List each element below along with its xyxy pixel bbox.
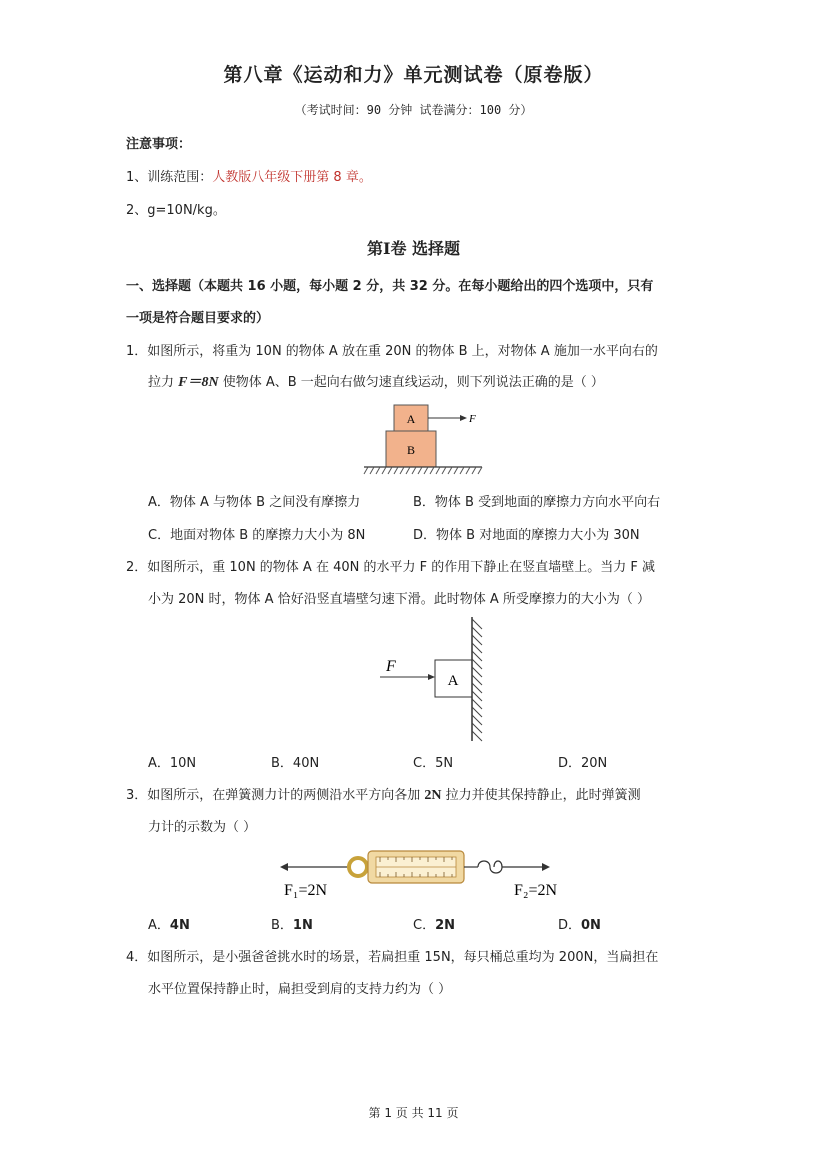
notice-item-1-prefix: 1、训练范围： — [126, 170, 213, 185]
q1-option-a: A．物体 A 与物体 B 之间没有摩擦力 — [148, 495, 361, 510]
q3-stem-line2: 力计的示数为（ ） — [148, 820, 257, 835]
q3-option-b — [271, 914, 313, 933]
page-footer: 第 1 页 共 11 页 — [368, 1106, 459, 1120]
q3-option-d-value: 0N — [581, 918, 601, 933]
q3-option-d — [558, 914, 601, 933]
q2-force-label: F — [386, 658, 396, 675]
notice-item-1 — [126, 166, 372, 185]
q3-f2-label: F₂=2N — [514, 882, 558, 899]
part1-heading-line2: 一项是符合题目要求的） — [126, 311, 270, 326]
q3-option-a — [148, 914, 190, 933]
q2-option-a: A．10N — [148, 756, 197, 771]
q3-left-arrowhead — [280, 863, 288, 871]
q4-stem-line2: 水平位置保持静止时，扁担受到肩的支持力约为（ ） — [148, 982, 452, 997]
q3-stem-line1 — [126, 784, 641, 804]
q2-block-a-label: A — [447, 673, 459, 689]
q3-option-b-letter: B． — [271, 918, 293, 933]
q1-force-value: F＝8N — [178, 375, 219, 390]
q3-option-a-value: 4N — [169, 918, 190, 933]
q1-stem-line2-a: 拉力 — [148, 375, 179, 390]
q2-stem-line2: 小为 20N 时，物体 A 恰好沿竖直墙壁匀速下滑。此时物体 A 所受摩擦力的大小为（ ） — [148, 592, 650, 607]
q1-force-arrowhead — [460, 415, 467, 421]
q1-stem-line2 — [148, 371, 604, 391]
q3-force-value: 2N — [424, 788, 442, 803]
q2-option-b: B．40N — [271, 756, 320, 771]
q3-stem-line1-b: 拉力并使其保持静止，此时弹簧测 — [441, 788, 641, 803]
q2-stem-line1: 2．如图所示，重 10N 的物体 A 在 40N 的水平力 F 的作用下静止在竖直墙壁上。当力 F 减 — [126, 560, 655, 575]
q1-stem-line2-b: 使物体 A、B 一起向右做匀速直线运动，则下列说法正确的是（ ） — [218, 375, 604, 390]
q2-option-d: D．20N — [558, 756, 608, 771]
q1-stem-line1: 1．如图所示，将重为 10N 的物体 A 放在重 20N 的物体 B 上，对物体 A 施加一水平向右的 — [126, 344, 658, 359]
q1-block-b-label: B — [406, 443, 416, 457]
exam-info: （考试时间：90 分钟 试卷满分：100 分） — [294, 103, 533, 117]
section-title: 第Ⅰ卷 选择题 — [366, 239, 461, 258]
q2-wall-hatch — [472, 619, 482, 741]
q2-force-arrowhead — [428, 674, 435, 680]
q3-option-a-letter: A． — [148, 918, 170, 933]
q1-option-b: B．物体 B 受到地面的摩擦力方向水平向右 — [413, 495, 661, 510]
q1-option-d: D．物体 B 对地面的摩擦力大小为 30N — [413, 528, 640, 543]
q1-figure — [360, 400, 490, 480]
q3-option-c-letter: C． — [413, 918, 436, 933]
notice-heading: 注意事项： — [126, 137, 192, 152]
q1-ground-hatch — [364, 467, 482, 474]
q3-option-c — [413, 914, 455, 933]
q2-option-c: C．5N — [413, 756, 454, 771]
notice-item-2: 2、g=10N/kg。 — [126, 203, 226, 218]
q2-figure — [380, 615, 490, 745]
q3-right-arrowhead — [542, 863, 550, 871]
q4-stem-line1: 4．如图所示，是小强爸爸挑水时的场景，若扁担重 15N，每只桶总重均为 200N，当扁担在 — [126, 950, 659, 965]
q1-block-a-label: A — [406, 412, 416, 426]
part1-heading-line1: 一、选择题（本题共 16 小题，每小题 2 分，共 32 分。在每小题给出的四个选项中，只有 — [126, 279, 654, 294]
q3-ring — [349, 858, 367, 876]
q3-option-d-letter: D． — [558, 918, 582, 933]
q3-option-b-value: 1N — [292, 918, 313, 933]
q3-option-c-value: 2N — [435, 918, 456, 933]
q1-force-label: F — [469, 413, 476, 425]
q3-f1-label: F₁=2N — [284, 882, 328, 899]
q3-figure — [280, 845, 580, 905]
q3-stem-line1-a: 3．如图所示，在弹簧测力计的两侧沿水平方向各加 — [126, 788, 425, 803]
page-title: 第八章《运动和力》单元测试卷（原卷版） — [223, 64, 604, 86]
q1-option-c: C．地面对物体 B 的摩擦力大小为 8N — [148, 528, 366, 543]
q3-hook — [478, 861, 502, 873]
notice-item-1-value: 人教版八年级下册第 8 章。 — [212, 170, 372, 185]
